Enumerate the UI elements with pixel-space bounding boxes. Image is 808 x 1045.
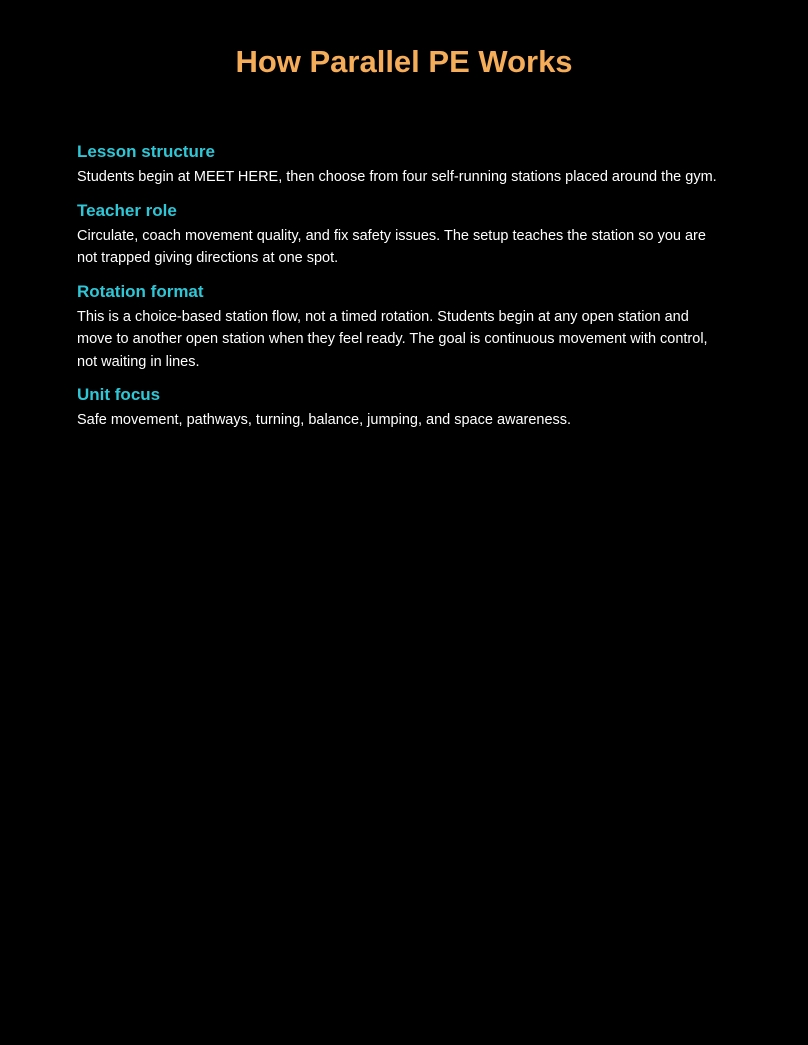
section-teacher-role bbox=[77, 199, 727, 270]
section-body: Safe movement, pathways, turning, balance, jumping, and space awareness. bbox=[77, 412, 572, 428]
sections-container bbox=[77, 140, 727, 442]
section-body: Students begin at MEET HERE, then choose from four self-running stations placed around the gym. bbox=[77, 169, 717, 185]
section-heading: Lesson structure bbox=[77, 142, 215, 161]
section-unit-focus bbox=[77, 383, 727, 432]
page-title: How Parallel PE Works bbox=[235, 44, 573, 79]
section-heading: Rotation format bbox=[77, 281, 204, 301]
section-heading: Teacher role bbox=[77, 200, 177, 220]
section-lesson-structure bbox=[77, 140, 727, 189]
section-rotation-format bbox=[77, 280, 727, 374]
section-body: Circulate, coach movement quality, and fix safety issues. The setup teaches the station so you are not trapped giving directions at one spot. bbox=[77, 227, 706, 266]
section-heading: Unit focus bbox=[77, 385, 161, 404]
section-body: This is a choice-based station flow, not a timed rotation. Students begin at any open station and move to another open station when they feel ready. The goal is continuous movement with control, not waiting in lines. bbox=[77, 308, 708, 370]
